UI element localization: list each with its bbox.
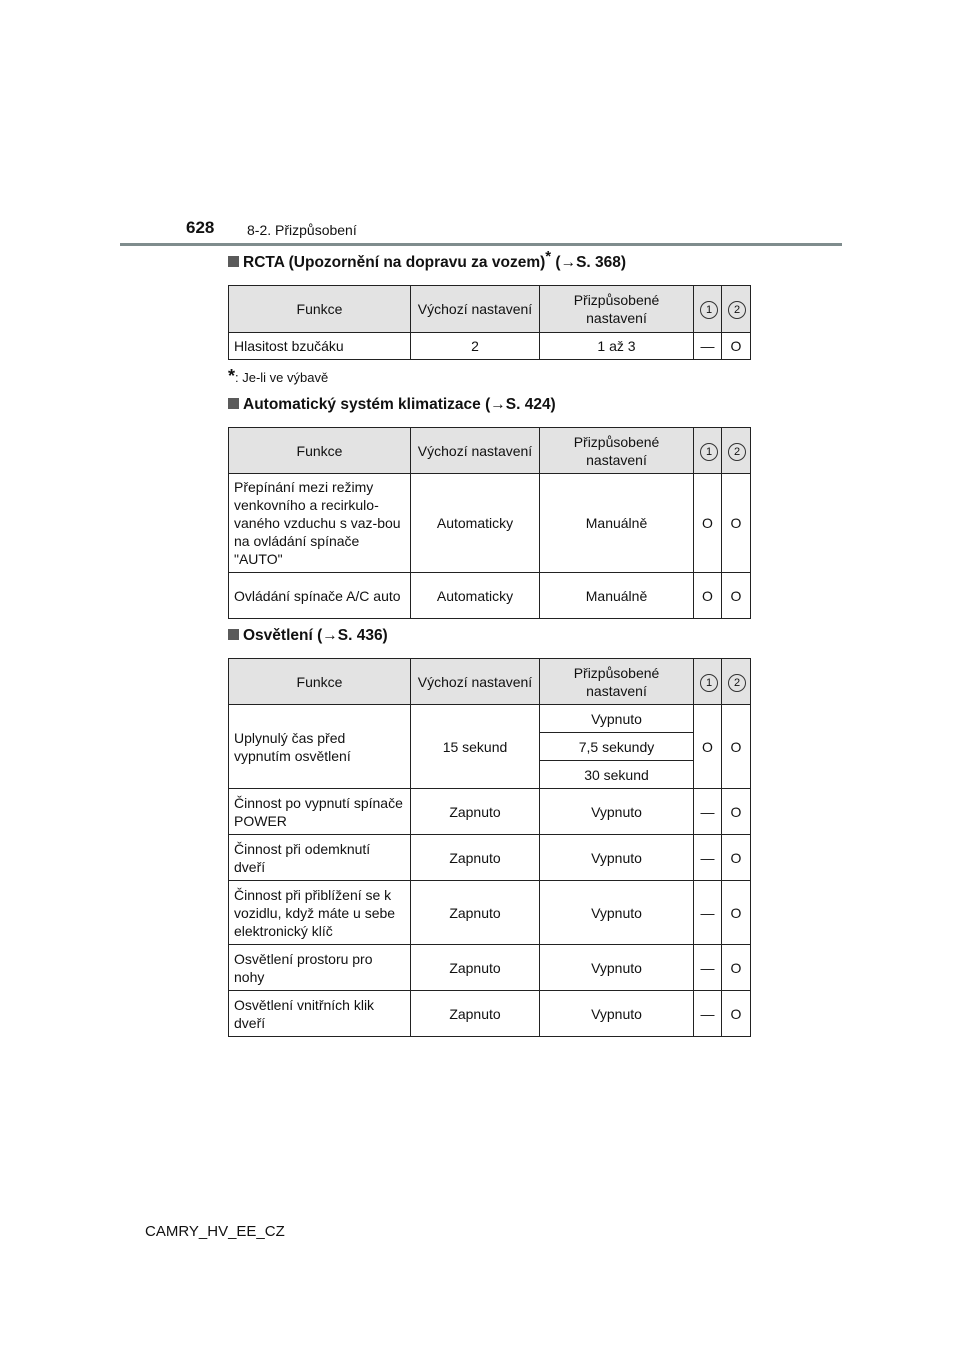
cell-custom: 7,5 sekundy xyxy=(540,733,694,761)
heading-rcta-ref: S. 368) xyxy=(576,254,627,271)
col-1 xyxy=(694,659,722,705)
footnote xyxy=(228,366,328,387)
cell-func: Osvětlení vnitřních klik dveří xyxy=(229,991,411,1037)
cell-custom: 30 sekund xyxy=(540,761,694,789)
heading-lighting: Osvětlení (→S. 436) xyxy=(228,627,388,645)
cell-c2: O xyxy=(722,835,751,881)
page-number: 628 xyxy=(186,218,215,237)
heading-rcta-text: RCTA (Upozornění na dopravu za vozem) xyxy=(243,254,546,271)
col-custom: Přizpůsobené nastavení xyxy=(540,286,694,333)
footnote-text: : Je-li ve výbavě xyxy=(235,370,329,385)
cell-c2: O xyxy=(722,705,751,789)
cell-c2: O xyxy=(722,991,751,1037)
arrow-icon: → xyxy=(560,254,577,271)
heading-climate: Automatický systém klimatizace (→S. 424) xyxy=(228,396,556,414)
table-header-row xyxy=(229,428,751,474)
cell-c2: O xyxy=(722,573,751,619)
cell-custom: Vypnuto xyxy=(540,835,694,881)
table-row xyxy=(229,881,751,945)
cell-func: Činnost při přiblížení se k vozidlu, když máte u sebe elektronický klíč xyxy=(229,881,411,945)
table-header-row xyxy=(229,659,751,705)
col-custom: Přizpůsobené nastavení xyxy=(540,428,694,474)
circled-1-icon: 1 xyxy=(700,674,718,692)
cell-c2: O xyxy=(722,945,751,991)
square-bullet-icon xyxy=(228,398,239,409)
cell-default: Zapnuto xyxy=(411,835,540,881)
cell-custom: Manuálně xyxy=(540,573,694,619)
asterisk-mark: * xyxy=(545,247,552,265)
cell-c1: — xyxy=(694,881,722,945)
square-bullet-icon xyxy=(228,256,239,267)
col-funkce: Funkce xyxy=(229,286,411,333)
footnote-star: * xyxy=(228,366,236,386)
cell-c1: O xyxy=(694,705,722,789)
table-row xyxy=(229,835,751,881)
table-row xyxy=(229,945,751,991)
cell-func: Činnost při odemknutí dveří xyxy=(229,835,411,881)
heading-lighting-text: Osvětlení xyxy=(243,627,313,644)
cell-default: Zapnuto xyxy=(411,881,540,945)
cell-default: Automaticky xyxy=(411,573,540,619)
cell-func: Ovládání spínače A/C auto xyxy=(229,573,411,619)
cell-c1: — xyxy=(694,835,722,881)
arrow-icon: → xyxy=(490,396,506,413)
cell-custom: Manuálně xyxy=(540,474,694,573)
cell-c1: — xyxy=(694,945,722,991)
table-climate xyxy=(228,427,751,619)
cell-default: Zapnuto xyxy=(411,991,540,1037)
heading-rcta: RCTA (Upozornění na dopravu za vozem)* (→S. 368) xyxy=(228,254,626,272)
col-1 xyxy=(694,286,722,333)
table-row xyxy=(229,333,751,360)
header-rule xyxy=(120,243,842,246)
table-row xyxy=(229,705,751,733)
cell-default: Zapnuto xyxy=(411,789,540,835)
cell-func: Činnost po vypnutí spínače POWER xyxy=(229,789,411,835)
col-custom: Přizpůsobené nastavení xyxy=(540,659,694,705)
square-bullet-icon xyxy=(228,629,239,640)
table-row xyxy=(229,991,751,1037)
col-1 xyxy=(694,428,722,474)
col-2 xyxy=(722,659,751,705)
col-default: Výchozí nastavení xyxy=(411,428,540,474)
col-2 xyxy=(722,428,751,474)
cell-c2: O xyxy=(722,789,751,835)
cell-c2: O xyxy=(722,333,751,360)
cell-custom: Vypnuto xyxy=(540,881,694,945)
cell-c1: O xyxy=(694,573,722,619)
cell-func: Přepínání mezi režimy venkovního a recirkulo-vaného vzduchu s vaz-bou na ovládání spínače "AUTO" xyxy=(229,474,411,573)
cell-default: 2 xyxy=(411,333,540,360)
circled-2-icon: 2 xyxy=(728,443,746,461)
section-title: 8-2. Přizpůsobení xyxy=(247,222,357,238)
cell-c1: — xyxy=(694,789,722,835)
table-lighting xyxy=(228,658,751,1037)
heading-climate-text: Automatický systém klimatizace xyxy=(243,396,481,413)
circled-1-icon: 1 xyxy=(700,443,718,461)
footer-code: CAMRY_HV_EE_CZ xyxy=(145,1223,285,1240)
table-row xyxy=(229,573,751,619)
table-row xyxy=(229,474,751,573)
cell-default: Zapnuto xyxy=(411,945,540,991)
cell-c1: O xyxy=(694,474,722,573)
cell-func: Hlasitost bzučáku xyxy=(229,333,411,360)
col-funkce: Funkce xyxy=(229,659,411,705)
arrow-icon: → xyxy=(322,627,338,644)
table-row xyxy=(229,789,751,835)
cell-custom: Vypnuto xyxy=(540,705,694,733)
cell-default: Automaticky xyxy=(411,474,540,573)
col-2 xyxy=(722,286,751,333)
cell-c1: — xyxy=(694,991,722,1037)
col-default: Výchozí nastavení xyxy=(411,659,540,705)
col-default: Výchozí nastavení xyxy=(411,286,540,333)
cell-custom: Vypnuto xyxy=(540,789,694,835)
heading-climate-ref: S. 424) xyxy=(505,396,556,413)
cell-custom: 1 až 3 xyxy=(540,333,694,360)
cell-c1: — xyxy=(694,333,722,360)
cell-c2: O xyxy=(722,881,751,945)
circled-1-icon: 1 xyxy=(700,301,718,319)
cell-custom: Vypnuto xyxy=(540,991,694,1037)
cell-func: Osvětlení prostoru pro nohy xyxy=(229,945,411,991)
cell-func: Uplynulý čas před vypnutím osvětlení xyxy=(229,705,411,789)
table-header-row xyxy=(229,286,751,333)
heading-lighting-ref: S. 436) xyxy=(337,627,388,644)
col-funkce: Funkce xyxy=(229,428,411,474)
circled-2-icon: 2 xyxy=(728,301,746,319)
cell-custom: Vypnuto xyxy=(540,945,694,991)
cell-c2: O xyxy=(722,474,751,573)
cell-default: 15 sekund xyxy=(411,705,540,789)
circled-2-icon: 2 xyxy=(728,674,746,692)
table-rcta xyxy=(228,285,751,360)
